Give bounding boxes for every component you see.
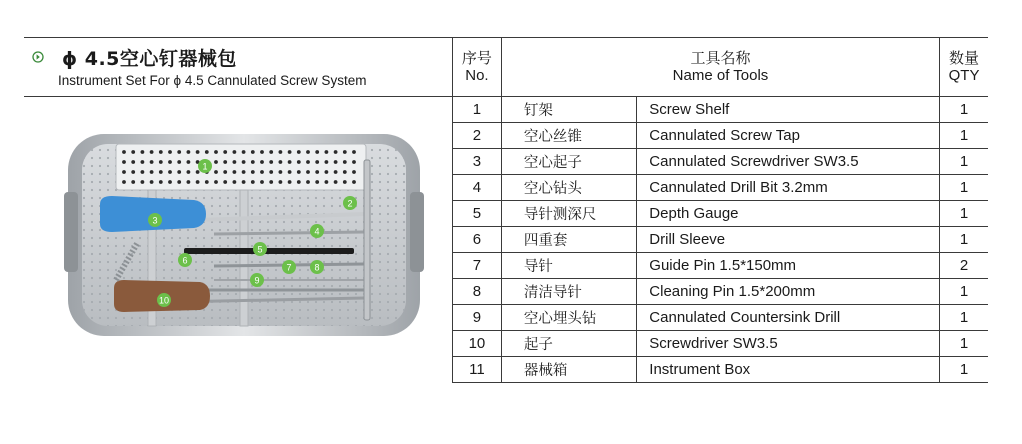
row-number: 8 (453, 279, 502, 305)
tools-table (452, 38, 988, 383)
instrument-set-photo (64, 130, 424, 340)
set-title-cn: ϕ 4.5空心钉器械包 (62, 48, 237, 70)
callout-marker-4 (310, 224, 324, 238)
table-row (453, 227, 989, 253)
tool-name-en: Cannulated Screw Tap (637, 123, 940, 149)
tool-qty: 1 (940, 149, 988, 175)
row-number: 3 (453, 149, 502, 175)
tool-qty: 1 (940, 201, 988, 227)
callout-label: 8 (314, 262, 320, 273)
table-row (453, 175, 989, 201)
row-number: 1 (453, 97, 502, 123)
col-header-name-en: Name of Tools (672, 67, 769, 84)
tool-name-en: Screwdriver SW3.5 (637, 331, 940, 357)
row-number: 9 (453, 305, 502, 331)
tool-name-cn: 四重套 (501, 227, 636, 253)
callout-label: 9 (254, 275, 260, 286)
row-number: 2 (453, 123, 502, 149)
tool-name-cn: 起子 (501, 331, 636, 357)
tool-name-cn: 空心丝锥 (501, 123, 636, 149)
tool-name-en: Cannulated Countersink Drill (637, 305, 940, 331)
tool-name-en: Instrument Box (637, 357, 940, 383)
table-row (453, 279, 989, 305)
tool-qty: 1 (940, 279, 988, 305)
callout-marker-8 (310, 260, 324, 274)
row-number: 5 (453, 201, 502, 227)
tool-name-cn: 钉架 (501, 97, 636, 123)
set-header (24, 38, 452, 96)
tool-qty: 2 (940, 253, 988, 279)
row-number: 10 (453, 331, 502, 357)
tool-name-cn: 空心起子 (501, 149, 636, 175)
tool-qty: 1 (940, 123, 988, 149)
tool-qty: 1 (940, 305, 988, 331)
callout-label: 7 (286, 262, 292, 273)
tool-name-en: Depth Gauge (637, 201, 940, 227)
callout-label: 5 (257, 244, 263, 255)
table-row (453, 149, 989, 175)
tool-qty: 1 (940, 97, 988, 123)
callout-label: 4 (314, 226, 320, 237)
table-row (453, 331, 989, 357)
tool-name-cn: 器械箱 (501, 357, 636, 383)
screw-shelf (116, 144, 366, 190)
callout-label: 10 (158, 295, 170, 306)
set-title-en: Instrument Set For ϕ 4.5 Cannulated Screw System (58, 73, 367, 88)
col-header-qty-cn: 数量 (949, 50, 980, 67)
tool-name-cn: 导针测深尺 (501, 201, 636, 227)
callout-marker-1 (198, 159, 212, 173)
col-header-qty-en: QTY (948, 67, 980, 84)
callout-marker-2 (343, 196, 357, 210)
table-row (453, 123, 989, 149)
table-header-row (453, 38, 989, 97)
row-number: 11 (453, 357, 502, 383)
col-header-no-en: No. (465, 67, 489, 84)
col-header-no-cn: 序号 (461, 50, 492, 67)
callout-label: 2 (347, 198, 353, 209)
table-row (453, 305, 989, 331)
callout-marker-6 (178, 253, 192, 267)
tool-qty: 1 (940, 227, 988, 253)
tool-name-en: Cannulated Screwdriver SW3.5 (637, 149, 940, 175)
tool-name-cn: 清洁导针 (501, 279, 636, 305)
callout-marker-10 (157, 293, 171, 307)
callout-label: 6 (182, 255, 188, 266)
table-row (453, 253, 989, 279)
tool-name-cn: 空心钻头 (501, 175, 636, 201)
callout-marker-9 (250, 273, 264, 287)
table-row (453, 357, 989, 383)
tool-qty: 1 (940, 357, 988, 383)
col-header-qty (940, 38, 988, 97)
header-underline (24, 96, 452, 97)
tool-name-cn: 空心埋头钻 (501, 305, 636, 331)
tool-qty: 1 (940, 331, 988, 357)
callout-marker-3 (148, 213, 162, 227)
row-number: 6 (453, 227, 502, 253)
table-row (453, 201, 989, 227)
row-number: 7 (453, 253, 502, 279)
callout-marker-5 (253, 242, 267, 256)
tool-name-en: Screw Shelf (637, 97, 940, 123)
col-header-name (501, 38, 939, 97)
tool-qty: 1 (940, 175, 988, 201)
row-number: 4 (453, 175, 502, 201)
table-row (453, 97, 989, 123)
circled-arrow-icon (32, 51, 44, 63)
tool-name-en: Drill Sleeve (637, 227, 940, 253)
callout-marker-7 (282, 260, 296, 274)
tool-name-en: Cannulated Drill Bit 3.2mm (637, 175, 940, 201)
tool-name-en: Cleaning Pin 1.5*200mm (637, 279, 940, 305)
depth-gauge (184, 248, 354, 254)
tool-name-en: Guide Pin 1.5*150mm (637, 253, 940, 279)
col-header-name-cn: 工具名称 (690, 50, 751, 67)
callout-label: 3 (152, 215, 158, 226)
callout-label: 1 (202, 161, 208, 172)
tool-name-cn: 导针 (501, 253, 636, 279)
col-header-no (453, 38, 502, 97)
